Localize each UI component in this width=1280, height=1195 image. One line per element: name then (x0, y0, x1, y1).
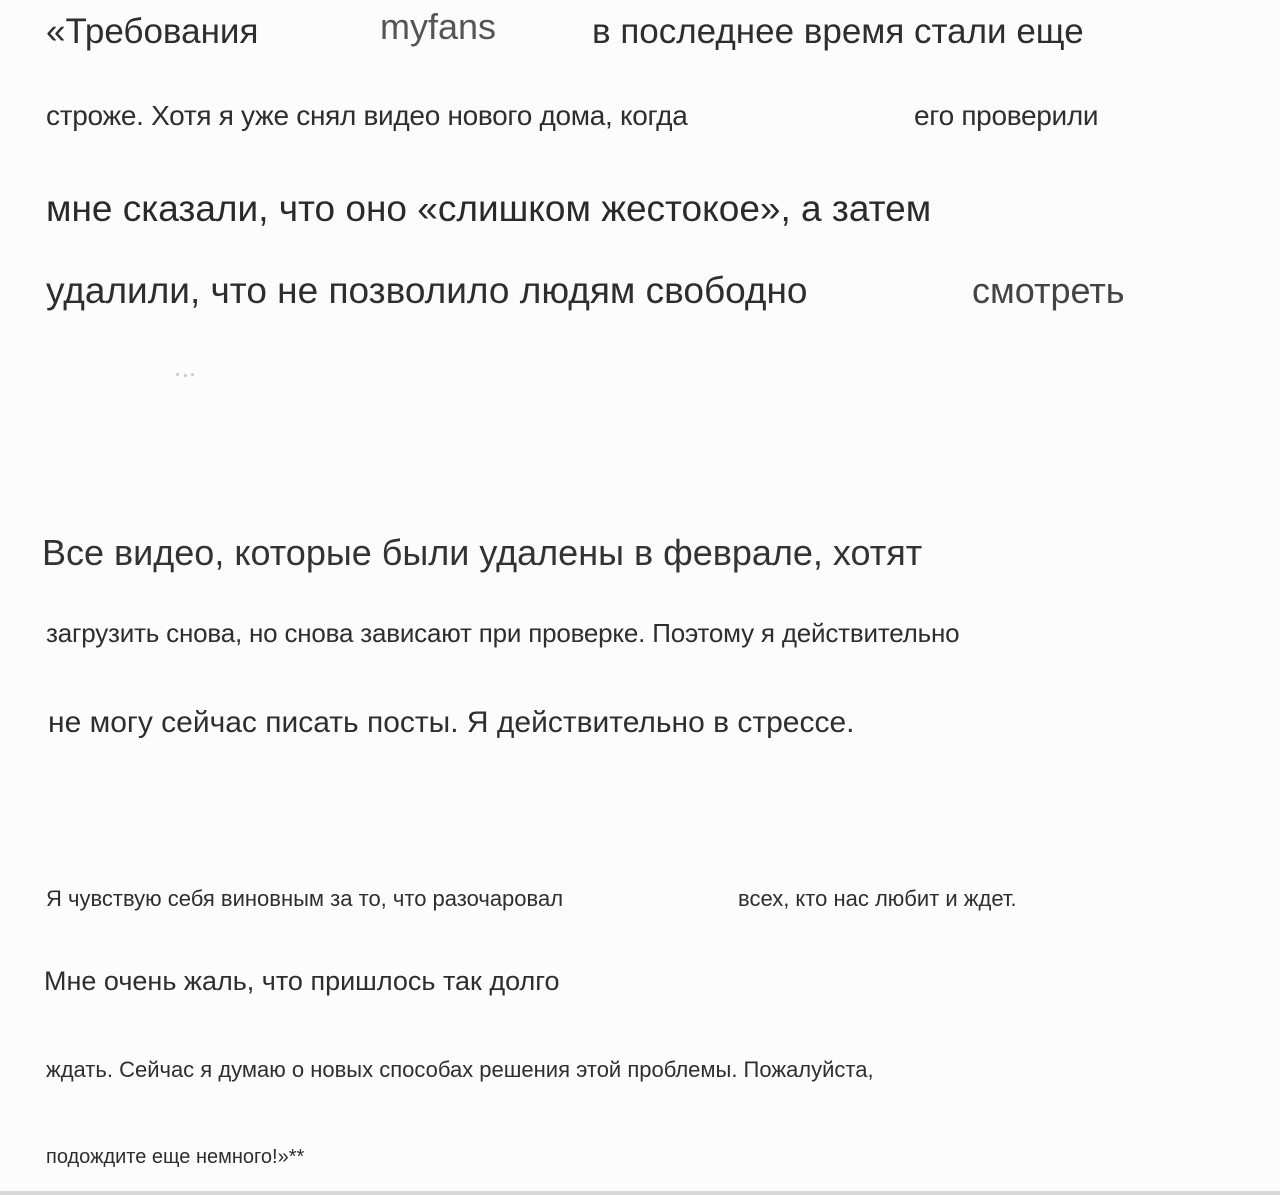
text-fragment: строже. Хотя я уже снял видео нового дома, когда (46, 100, 688, 131)
text-fragment: «Требования (46, 12, 259, 51)
text-fragment: всех, кто нас любит и ждет. (738, 886, 1017, 911)
paragraph-3-line-2: Мне очень жаль, что пришлось так долго (44, 966, 560, 996)
paragraph-2-line-3: не могу сейчас писать посты. Я действительно в стрессе. (48, 706, 855, 739)
scan-artifact (184, 374, 187, 377)
paragraph-1-line-3: мне сказали, что оно «слишком жестокое», а затем (46, 188, 932, 229)
paragraph-3-line-4: подождите еще немного!»** (46, 1146, 305, 1168)
paragraph-2-line-2: загрузить снова, но снова зависают при проверке. Поэтому я действительно (46, 618, 960, 648)
paragraph-3-line-1 (46, 886, 1226, 918)
text-fragment: смотреть (972, 270, 1125, 311)
page-bottom-edge (0, 1191, 1280, 1195)
text-fragment: Я чувствую себя виновным за то, что разочаровал (46, 886, 564, 911)
text-fragment: в последнее время стали еще (592, 12, 1084, 51)
scan-artifact (191, 373, 194, 376)
paragraph-1-line-2 (46, 100, 1226, 140)
text-fragment: удалили, что не позволило людям свободно (46, 270, 808, 311)
brand-name-myfans: myfans (380, 6, 497, 47)
scan-artifact (176, 373, 179, 376)
paragraph-2-line-1: Все видео, которые были удалены в феврале, хотят (42, 532, 923, 573)
paragraph-1-line-1 (46, 6, 1226, 56)
text-fragment: его проверили (914, 100, 1099, 131)
paragraph-3-line-3: ждать. Сейчас я думаю о новых способах решения этой проблемы. Пожалуйста, (46, 1057, 874, 1082)
paragraph-1-line-4 (46, 270, 1226, 318)
